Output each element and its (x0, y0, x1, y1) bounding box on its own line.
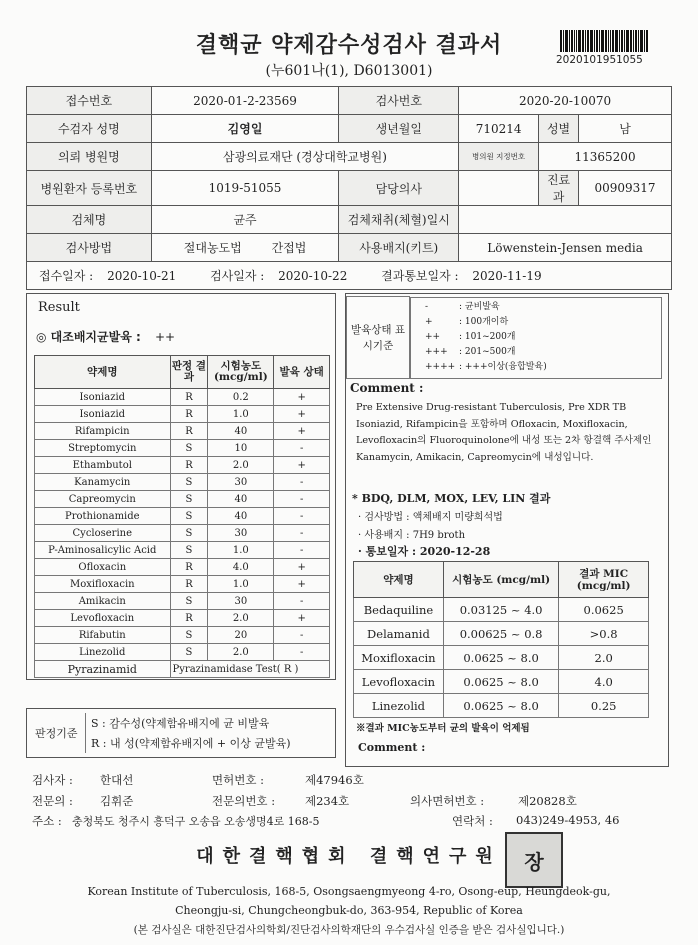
mic-conc: 0.0625 ~ 8.0 (443, 694, 558, 718)
collect-label: 검체채취(체혈)일시 (339, 206, 459, 234)
criteria-divider (85, 713, 86, 753)
drug-growth: + (274, 559, 330, 576)
drug-growth: - (274, 644, 330, 661)
tested-label: 검사일자 : (210, 269, 265, 283)
specialist-label: 전문의 : (32, 794, 73, 808)
inst-code: 11365200 (539, 143, 672, 171)
spec-license: 제234호 (305, 794, 350, 808)
tested-date: 2020-10-22 (278, 269, 348, 283)
patient-name-label: 수검자 성명 (27, 115, 152, 143)
mic-drug: Delamanid (354, 622, 444, 646)
mic-col-mic: 결과 MIC (mcg/ml) (559, 562, 649, 598)
drug-judge: S (170, 627, 208, 644)
drug-row (35, 627, 330, 644)
drug-growth: - (274, 593, 330, 610)
control-growth-label: ◎ 대조배지균발육 : (36, 330, 141, 344)
drug-judge: S (170, 491, 208, 508)
control-growth-value: ++ (154, 330, 176, 344)
dept-label: 진료과 (539, 171, 579, 206)
drug-row (35, 406, 330, 423)
mic-drug: Levofloxacin (354, 670, 444, 694)
drug-judge: R (170, 559, 208, 576)
mic-conc: 0.0625 ~ 8.0 (443, 646, 558, 670)
test-no: 2020-20-10070 (459, 87, 672, 115)
legend-desc: : +++이상(융합발육) (459, 361, 547, 372)
drug-name: Rifabutin (35, 627, 171, 644)
method-value: 절대농도법 (183, 241, 242, 255)
drug-name: Ethambutol (35, 457, 171, 474)
criteria-label: 판정기준 (35, 727, 78, 740)
mic-drug: Moxifloxacin (354, 646, 444, 670)
drug-row (35, 542, 330, 559)
mic-conc: 0.0625 ~ 8.0 (443, 670, 558, 694)
drug-growth: + (274, 389, 330, 406)
reported-label: 결과통보일자 : (381, 269, 459, 283)
license: 제47946호 (305, 773, 364, 787)
barcode-number: 2020101951055 (556, 54, 643, 66)
mic-value: 0.25 (559, 694, 649, 718)
drug-conc: 4.0 (208, 559, 274, 576)
mic-row (354, 694, 649, 718)
drug-conc: 2.0 (208, 457, 274, 474)
pza-value: Pyrazinamidase Test( R ) (170, 661, 329, 678)
drug-growth: - (274, 440, 330, 457)
drug-conc: 40 (208, 491, 274, 508)
drug-judge: S (170, 474, 208, 491)
specialist: 김휘준 (100, 794, 134, 808)
institute-address-en-2: Cheongju-si, Chungcheongbuk-do, 363-954, Republic of Korea (175, 904, 523, 917)
drug-name: Capreomycin (35, 491, 171, 508)
drug-name: Amikacin (35, 593, 171, 610)
legend-symbol: + (425, 316, 433, 327)
examiner: 한대선 (100, 773, 134, 787)
drug-judge: R (170, 576, 208, 593)
drug-conc: 30 (208, 593, 274, 610)
drug-name: Moxifloxacin (35, 576, 171, 593)
reported-date: 2020-11-19 (472, 269, 542, 283)
drug-conc: 1.0 (208, 542, 274, 559)
medium-label: 사용배지(키트) (339, 234, 459, 262)
inst-code-label: 병의원 지정번호 (459, 143, 539, 171)
drug-growth: + (274, 576, 330, 593)
criteria-r: R : 내 성(약제함유배지에 + 이상 균발육) (91, 737, 291, 750)
received-label: 접수일자 : (39, 269, 94, 283)
drug-conc: 1.0 (208, 576, 274, 593)
address: 충청북도 청주시 흥덕구 오송읍 오송생명4로 168-5 (72, 815, 320, 828)
address-label: 주소 : (32, 814, 62, 828)
reception-no: 2020-01-2-23569 (151, 87, 339, 115)
drug-judge: S (170, 440, 208, 457)
col-drug: 약제명 (35, 356, 171, 389)
comment-label: Comment : (350, 381, 424, 395)
drug-row (35, 644, 330, 661)
mic-conc: 0.03125 ~ 4.0 (443, 598, 558, 622)
doctor-label: 담당의사 (339, 171, 459, 206)
drug-growth: - (274, 474, 330, 491)
mic-row (354, 670, 649, 694)
drug-conc: 40 (208, 508, 274, 525)
drug-growth: - (274, 508, 330, 525)
drug-conc: 20 (208, 627, 274, 644)
certification-note: (본 검사실은 대한진단검사의학회/진단검사의학재단의 우수검사실 인증을 받은 검사실입니다.) (133, 924, 565, 936)
drug-row (35, 423, 330, 440)
mic-row (354, 622, 649, 646)
license-label: 면허번호 : (212, 773, 264, 787)
mic-col-conc: 시험농도 (mcg/ml) (443, 562, 558, 598)
phone: 043)249-4953, 46 (516, 813, 620, 827)
collect-date (459, 206, 672, 234)
drug-row (35, 593, 330, 610)
drug-conc: 10 (208, 440, 274, 457)
drug-growth: - (274, 491, 330, 508)
criteria-s: S : 감수성(약제함유배지에 균 비발육 (91, 717, 270, 730)
drug-row (35, 525, 330, 542)
mic-value: >0.8 (559, 622, 649, 646)
comment-line-1: Pre Extensive Drug-resistant Tuberculosis, Pre XDR TB (356, 402, 627, 413)
legend-row (425, 315, 661, 330)
legend-desc: : 201~500개 (459, 346, 516, 357)
drug-conc: 1.0 (208, 406, 274, 423)
drug-judge: S (170, 542, 208, 559)
institute-address-en-1: Korean Institute of Tuberculosis, 168-5, Osongsaengmyeong 4-ro, Osong-eup, Heungdeok-gu, (87, 885, 611, 898)
growth-legend-table (346, 296, 662, 379)
hospital: 삼광의료재단 (경상대학교병원) (151, 143, 458, 171)
legend-symbol: ++++ (425, 361, 456, 372)
received-date: 2020-10-21 (107, 269, 177, 283)
patient-name: 김영일 (151, 115, 339, 143)
legend-cell (410, 297, 663, 379)
specimen: 균주 (151, 206, 339, 234)
legend-desc: : 101~200개 (459, 331, 516, 342)
birth-label: 생년월일 (339, 115, 459, 143)
criteria-box (26, 708, 336, 758)
mic-drug: Bedaquiline (354, 598, 444, 622)
bdq-method: · 검사방법 : 액체배지 미량희석법 (358, 512, 503, 523)
method-value-2: 간접법 (271, 241, 307, 255)
drug-judge: R (170, 389, 208, 406)
legend-symbol: - (425, 301, 429, 312)
drug-conc: 40 (208, 423, 274, 440)
document-subtitle: (누601나(1), D6013001) (265, 63, 433, 79)
drug-table-body (35, 389, 330, 661)
mic-conc: 0.00625 ~ 0.8 (443, 622, 558, 646)
drug-judge: R (170, 457, 208, 474)
comment-line-2: Isoniazid, Rifampicin을 포함하며 Ofloxacin, Moxifloxacin, Levofloxacin의 Fluoroquinolone에 내성 또는 2차 항결핵 주사제인 Kanamycin, Amikacin, Capreomycin에 내성입니다. (356, 418, 652, 463)
legend-row (425, 330, 661, 345)
doctor-license-label: 의사면허번호 : (410, 794, 485, 808)
drug-conc: 2.0 (208, 610, 274, 627)
drug-row (35, 457, 330, 474)
mic-col-drug: 약제명 (354, 562, 444, 598)
mic-row (354, 646, 649, 670)
document-title: 결핵균 약제감수성검사 결과서 (195, 32, 503, 58)
drug-growth: - (274, 525, 330, 542)
hospital-label: 의뢰 병원명 (27, 143, 152, 171)
mic-value: 4.0 (559, 670, 649, 694)
mic-value: 0.0625 (559, 598, 649, 622)
drug-judge: S (170, 508, 208, 525)
control-growth (36, 328, 175, 345)
doctor (459, 171, 539, 206)
drug-judge: R (170, 610, 208, 627)
sex: 남 (579, 115, 672, 143)
comment-text (356, 400, 664, 466)
method-label: 검사방법 (27, 234, 152, 262)
legend-label: 발육상태 표시기준 (347, 297, 410, 379)
legend-desc: : 100개이하 (459, 316, 509, 327)
birth-date: 710214 (459, 115, 539, 143)
drug-growth: + (274, 457, 330, 474)
drug-name: Rifampicin (35, 423, 171, 440)
spec-license-label: 전문의번호 : (212, 794, 276, 808)
legend-desc: : 균비발육 (459, 301, 500, 312)
drug-name: Isoniazid (35, 389, 171, 406)
drug-row (35, 389, 330, 406)
drug-name: Kanamycin (35, 474, 171, 491)
bdq-comment-label: Comment : (358, 741, 426, 754)
examiner-label: 검사자 : (32, 773, 73, 787)
drug-growth: + (274, 423, 330, 440)
pza-drug: Pyrazinamid (35, 661, 171, 678)
col-judge: 판정 결과 (170, 356, 208, 389)
mic-value: 2.0 (559, 646, 649, 670)
bdq-medium: · 사용배지 : 7H9 broth (358, 530, 466, 541)
bdq-title: * BDQ, DLM, MOX, LEV, LIN 결과 (352, 492, 551, 505)
institute-name: 대한결핵협회 결핵연구원 (196, 846, 502, 867)
drug-name: Levofloxacin (35, 610, 171, 627)
method (151, 234, 339, 262)
doctor-license: 제20828호 (518, 794, 577, 808)
drug-growth: + (274, 406, 330, 423)
result-title: Result (38, 300, 80, 315)
drug-name: Isoniazid (35, 406, 171, 423)
mic-table-body (354, 598, 649, 718)
barcode (560, 30, 655, 52)
drug-name: Prothionamide (35, 508, 171, 525)
drug-row (35, 440, 330, 457)
drug-row (35, 610, 330, 627)
mic-drug: Linezolid (354, 694, 444, 718)
drug-growth: - (274, 627, 330, 644)
chart-no-label: 병원환자 등록번호 (27, 171, 152, 206)
chart-no: 1019-51055 (151, 171, 339, 206)
drug-judge: S (170, 644, 208, 661)
mic-table (353, 561, 649, 718)
drug-name: P-Aminosalicylic Acid (35, 542, 171, 559)
mic-row (354, 598, 649, 622)
medium: Löwenstein-Jensen media (459, 234, 672, 262)
col-growth: 발육 상태 (274, 356, 330, 389)
specimen-label: 검체명 (27, 206, 152, 234)
drug-name: Ofloxacin (35, 559, 171, 576)
drug-susceptibility-table (34, 355, 330, 678)
drug-name: Cycloserine (35, 525, 171, 542)
official-seal: 장 (505, 832, 563, 888)
drug-row (35, 559, 330, 576)
drug-row (35, 491, 330, 508)
drug-conc: 0.2 (208, 389, 274, 406)
test-no-label: 검사번호 (339, 87, 459, 115)
drug-row (35, 576, 330, 593)
legend-row (425, 360, 661, 375)
legend-list (410, 297, 662, 379)
drug-row (35, 474, 330, 491)
drug-growth: + (274, 610, 330, 627)
drug-growth: - (274, 542, 330, 559)
drug-judge: S (170, 525, 208, 542)
legend-symbol: +++ (425, 346, 448, 357)
legend-row (425, 300, 661, 315)
patient-info-table (26, 86, 672, 290)
drug-judge: R (170, 406, 208, 423)
drug-judge: S (170, 593, 208, 610)
bdq-report-date: · 통보일자 : 2020-12-28 (358, 545, 491, 558)
drug-row (35, 508, 330, 525)
legend-row (425, 345, 661, 360)
phone-label: 연락처 : (452, 814, 493, 828)
drug-judge: R (170, 423, 208, 440)
col-conc: 시험농도 (mcg/ml) (208, 356, 274, 389)
dates-row (27, 262, 672, 290)
drug-name: Streptomycin (35, 440, 171, 457)
legend-symbol: ++ (425, 331, 441, 342)
drug-name: Linezolid (35, 644, 171, 661)
dept: 00909317 (579, 171, 672, 206)
drug-conc: 2.0 (208, 644, 274, 661)
sex-label: 성별 (539, 115, 579, 143)
mic-note: ※결과 MIC농도부터 균의 발육이 억제됨 (356, 723, 530, 734)
reception-no-label: 접수번호 (27, 87, 152, 115)
drug-conc: 30 (208, 525, 274, 542)
drug-conc: 30 (208, 474, 274, 491)
